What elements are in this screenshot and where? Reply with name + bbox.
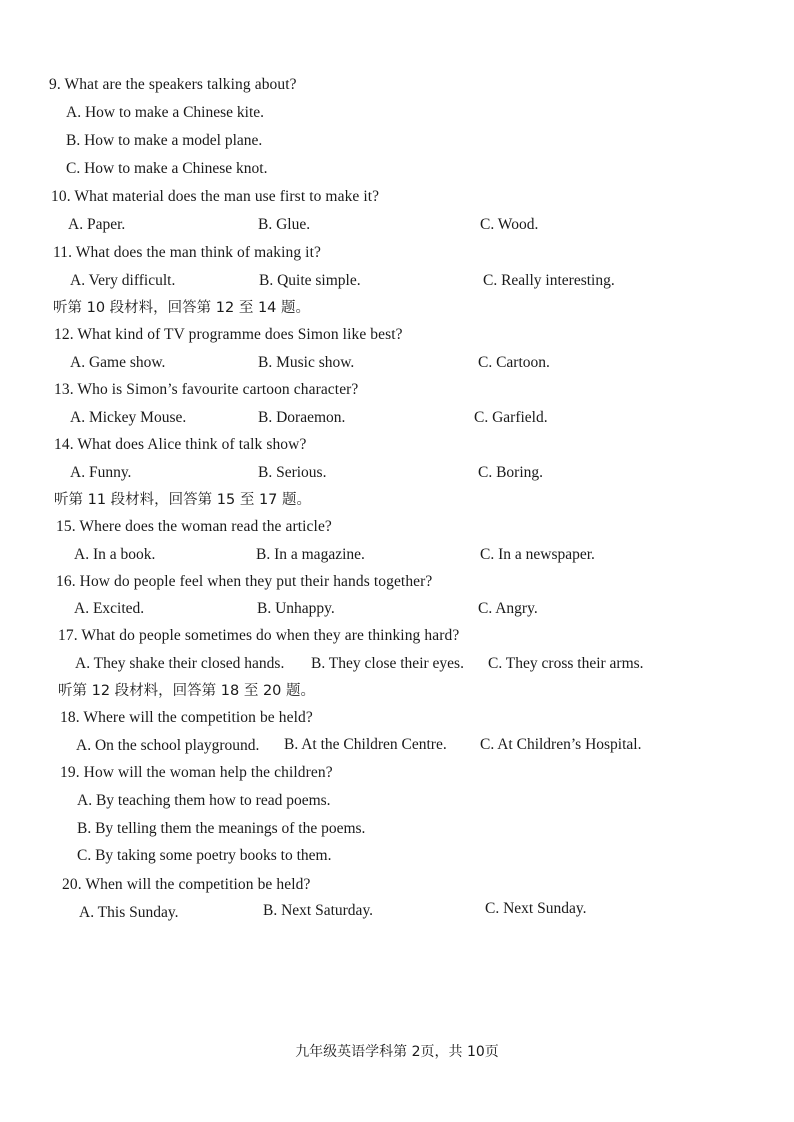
q16-option-a: A. Excited. [74,600,145,617]
page-footer: 九年级英语学科第 2页，共 10页 [295,1044,499,1060]
section-heading-11: 听第 11 段材料，回答第 15 至 17 题。 [54,492,312,508]
question-20: 20. When will the competition be held? [62,876,311,893]
question-13: 13. Who is Simon’s favourite cartoon character? [54,381,359,398]
q13-option-a: A. Mickey Mouse. [70,409,187,426]
q11-option-c: C. Really interesting. [483,272,615,289]
q9-option-c: C. How to make a Chinese knot. [66,160,268,177]
q15-option-a: A. In a book. [74,546,156,563]
question-19: 19. How will the woman help the children? [60,764,333,781]
q18-option-a: A. On the school playground. [76,737,260,754]
q14-option-b: B. Serious. [258,464,327,481]
q19-option-a: A. By teaching them how to read poems. [77,792,331,809]
question-15: 15. Where does the woman read the article? [56,518,332,535]
q15-option-c: C. In a newspaper. [480,546,595,563]
q17-option-a: A. They shake their closed hands. [75,655,285,672]
question-16: 16. How do people feel when they put their hands together? [56,573,433,590]
q19-option-b: B. By telling them the meanings of the poems. [77,820,366,837]
q10-option-b: B. Glue. [258,216,311,233]
q12-option-a: A. Game show. [70,354,166,371]
q10-option-a: A. Paper. [68,216,126,233]
q20-option-c: C. Next Sunday. [485,900,587,917]
q14-option-a: A. Funny. [70,464,132,481]
section-heading-10: 听第 10 段材料，回答第 12 至 14 题。 [53,300,311,316]
section-heading-12: 听第 12 段材料，回答第 18 至 20 题。 [58,683,316,699]
question-17: 17. What do people sometimes do when they are thinking hard? [58,627,460,644]
q15-option-b: B. In a magazine. [256,546,365,563]
q17-option-b: B. They close their eyes. [311,655,464,672]
q20-option-b: B. Next Saturday. [263,902,374,919]
q10-option-c: C. Wood. [480,216,539,233]
q12-option-c: C. Cartoon. [478,354,550,371]
q13-option-c: C. Garfield. [474,409,548,426]
q9-option-a: A. How to make a Chinese kite. [66,104,265,121]
q20-option-a: A. This Sunday. [79,904,179,921]
q11-option-a: A. Very difficult. [70,272,176,289]
q12-option-b: B. Music show. [258,354,355,371]
question-11: 11. What does the man think of making it? [53,244,321,261]
q13-option-b: B. Doraemon. [258,409,346,426]
q16-option-b: B. Unhappy. [257,600,335,617]
question-18: 18. Where will the competition be held? [60,709,313,726]
q17-option-c: C. They cross their arms. [488,655,644,672]
q16-option-c: C. Angry. [478,600,538,617]
question-10: 10. What material does the man use first to make it? [51,188,380,205]
question-9: 9. What are the speakers talking about? [49,76,297,93]
q14-option-c: C. Boring. [478,464,544,481]
q18-option-c: C. At Children’s Hospital. [480,736,642,753]
question-12: 12. What kind of TV programme does Simon like best? [54,326,403,343]
q18-option-b: B. At the Children Centre. [284,736,447,753]
q11-option-b: B. Quite simple. [259,272,361,289]
q9-option-b: B. How to make a model plane. [66,132,263,149]
q19-option-c: C. By taking some poetry books to them. [77,847,332,864]
question-14: 14. What does Alice think of talk show? [54,436,307,453]
